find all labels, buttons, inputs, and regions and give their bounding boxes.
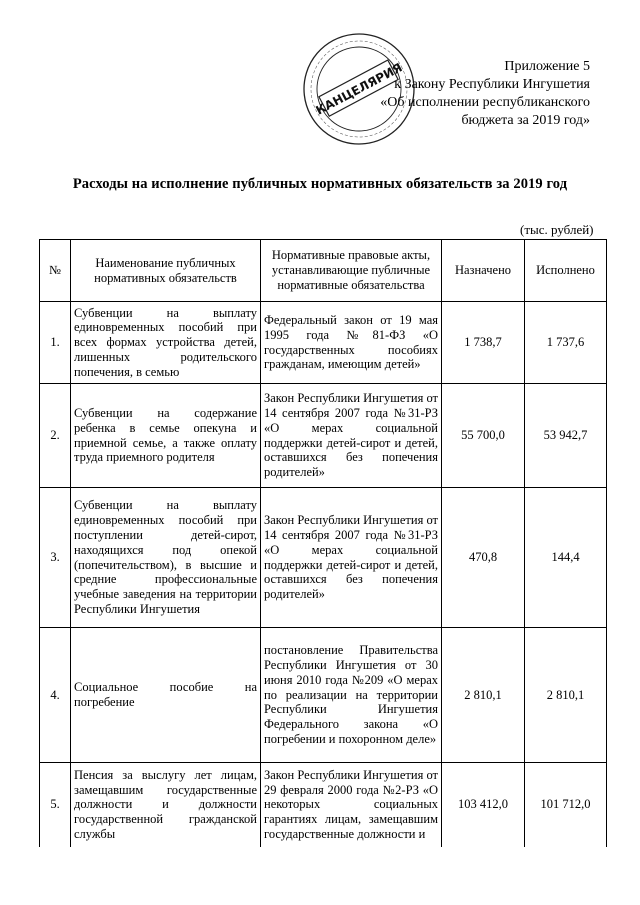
row-name: Пенсия за выслугу лет лицам, замещавшим государственные должности и должности государственной гражданской службы bbox=[71, 763, 261, 847]
table-row bbox=[40, 302, 607, 384]
col-header-acts: Нормативные правовые акты, устанавливающие публичные нормативные обязательства bbox=[261, 240, 442, 302]
row-planned: 470,8 bbox=[442, 488, 525, 628]
row-executed: 101 712,0 bbox=[525, 763, 607, 847]
row-executed: 2 810,1 bbox=[525, 628, 607, 763]
row-executed: 53 942,7 bbox=[525, 384, 607, 488]
col-header-executed: Исполнено bbox=[525, 240, 607, 302]
units-label: (тыс. рублей) bbox=[520, 222, 594, 237]
table-row bbox=[40, 488, 607, 628]
row-planned: 55 700,0 bbox=[442, 384, 525, 488]
row-num: 4. bbox=[40, 628, 71, 763]
row-num: 5. bbox=[40, 763, 71, 847]
obligations-table bbox=[39, 239, 607, 847]
row-name: Субвенции на содержание ребенка в семье опекуна и приемной семье, а также оплату труда приемного родителя bbox=[71, 384, 261, 488]
row-num: 1. bbox=[40, 302, 71, 384]
row-name: Субвенции на выплату единовременных пособий при всех формах устройства детей, лишенных родительского попечения, в семью bbox=[71, 302, 261, 384]
row-planned: 1 738,7 bbox=[442, 302, 525, 384]
row-acts: Закон Республики Ингушетия от 14 сентября 2007 года №31-РЗ «О мерах социальной поддержки детей-сирот и детей, оставшихся без попечения родителей» bbox=[261, 384, 442, 488]
col-header-name: Наименование публичных нормативных обязательств bbox=[71, 240, 261, 302]
row-executed: 1 737,6 bbox=[525, 302, 607, 384]
row-acts: Федеральный закон от 19 мая 1995 года №81-ФЗ «О государственных пособиях гражданам, имеющим детей» bbox=[261, 302, 442, 384]
appendix-line: к Закону Республики Ингушетия bbox=[394, 77, 590, 92]
table-row bbox=[40, 384, 607, 488]
col-header-num: № bbox=[40, 240, 71, 302]
col-header-planned: Назначено bbox=[442, 240, 525, 302]
row-executed: 144,4 bbox=[525, 488, 607, 628]
appendix-line: Приложение 5 bbox=[504, 59, 590, 74]
appendix-line: «Об исполнении республиканского bbox=[380, 95, 590, 110]
row-num: 3. bbox=[40, 488, 71, 628]
table-row bbox=[40, 628, 607, 763]
row-planned: 103 412,0 bbox=[442, 763, 525, 847]
row-acts: Закон Республики Ингушетия от 29 февраля 2000 года №2-РЗ «О некоторых социальных гарантиях лицам, замещавшим государственные должности и bbox=[261, 763, 442, 847]
row-acts: постановление Правительства Республики Ингушетия от 30 июня 2010 года №209 «О мерах по реализации на территории Республики Ингушетия Федерального закона «О погребении и похоронном деле» bbox=[261, 628, 442, 763]
table-header-row bbox=[40, 240, 607, 302]
row-name: Субвенции на выплату единовременных пособий при поступлении детей-сирот, находящихся под опекой (попечительством), в высшие и средние профессиональные учебные заведения на территории Республики Ингушетия bbox=[71, 488, 261, 628]
row-name: Социальное пособие на погребение bbox=[71, 628, 261, 763]
appendix-block bbox=[340, 58, 590, 130]
row-num: 2. bbox=[40, 384, 71, 488]
row-acts: Закон Республики Ингушетия от 14 сентября 2007 года №31-РЗ «О мерах социальной поддержки детей-сирот и детей, оставшихся без попечения родителей» bbox=[261, 488, 442, 628]
appendix-line: бюджета за 2019 год» bbox=[461, 113, 590, 128]
document-title: Расходы на исполнение публичных нормативных обязательств за 2019 год bbox=[72, 176, 568, 192]
row-planned: 2 810,1 bbox=[442, 628, 525, 763]
svg-text:КАНЦЕЛЯРИЯ: КАНЦЕЛЯРИЯ bbox=[313, 60, 405, 118]
table-row bbox=[40, 763, 607, 847]
